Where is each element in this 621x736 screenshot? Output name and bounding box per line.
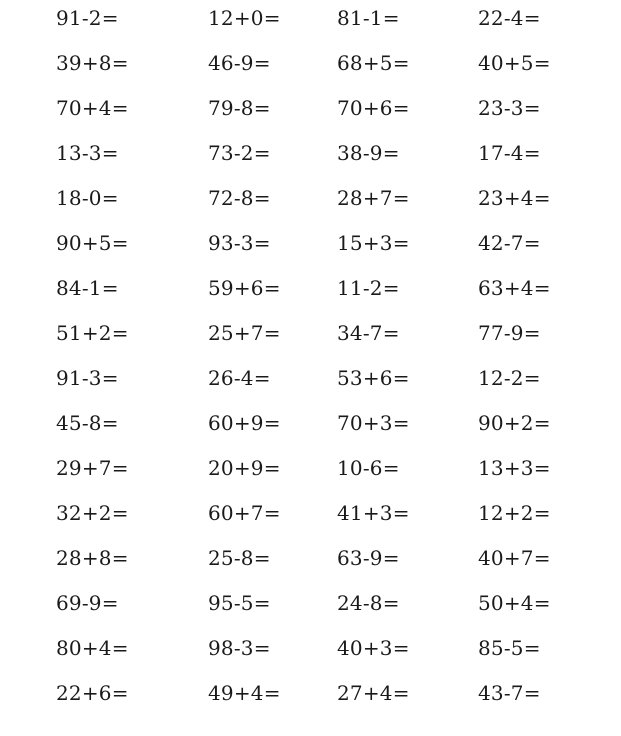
arithmetic-problem: 63-9= [337, 546, 400, 570]
arithmetic-problem: 53+6= [337, 366, 410, 390]
arithmetic-problem: 41+3= [337, 501, 410, 525]
problem-row [0, 276, 621, 321]
arithmetic-problem: 38-9= [337, 141, 400, 165]
arithmetic-problem: 39+8= [56, 51, 129, 75]
problem-row [0, 186, 621, 231]
arithmetic-problem: 51+2= [56, 321, 129, 345]
arithmetic-problem: 27+4= [337, 681, 410, 705]
arithmetic-problem: 50+4= [478, 591, 551, 615]
arithmetic-problem: 90+2= [478, 411, 551, 435]
arithmetic-problem: 79-8= [208, 96, 271, 120]
arithmetic-problem: 70+3= [337, 411, 410, 435]
arithmetic-problem: 59+6= [208, 276, 281, 300]
arithmetic-problem: 34-7= [337, 321, 400, 345]
arithmetic-problem: 40+5= [478, 51, 551, 75]
arithmetic-problem: 22+6= [56, 681, 129, 705]
arithmetic-problem: 70+6= [337, 96, 410, 120]
problem-row [0, 591, 621, 636]
arithmetic-problem: 68+5= [337, 51, 410, 75]
arithmetic-problem: 25-8= [208, 546, 271, 570]
arithmetic-problem: 23-3= [478, 96, 541, 120]
arithmetic-problem: 12+2= [478, 501, 551, 525]
arithmetic-problem: 69-9= [56, 591, 119, 615]
problem-row [0, 321, 621, 366]
problem-row [0, 681, 621, 726]
arithmetic-problem: 80+4= [56, 636, 129, 660]
problem-row [0, 411, 621, 456]
arithmetic-problem: 25+7= [208, 321, 281, 345]
arithmetic-problem: 17-4= [478, 141, 541, 165]
arithmetic-problem: 63+4= [478, 276, 551, 300]
arithmetic-problem: 20+9= [208, 456, 281, 480]
arithmetic-problem: 60+7= [208, 501, 281, 525]
arithmetic-problem: 42-7= [478, 231, 541, 255]
arithmetic-problem: 98-3= [208, 636, 271, 660]
arithmetic-problem: 23+4= [478, 186, 551, 210]
arithmetic-problem: 77-9= [478, 321, 541, 345]
arithmetic-problem: 60+9= [208, 411, 281, 435]
problem-row [0, 51, 621, 96]
problem-row [0, 141, 621, 186]
arithmetic-problem: 13-3= [56, 141, 119, 165]
arithmetic-problem: 22-4= [478, 6, 541, 30]
problem-row [0, 231, 621, 276]
problem-row [0, 501, 621, 546]
problem-row [0, 6, 621, 51]
arithmetic-problem: 10-6= [337, 456, 400, 480]
arithmetic-problem: 28+7= [337, 186, 410, 210]
arithmetic-problem: 93-3= [208, 231, 271, 255]
arithmetic-problem: 32+2= [56, 501, 129, 525]
arithmetic-problem: 24-8= [337, 591, 400, 615]
arithmetic-problem: 49+4= [208, 681, 281, 705]
arithmetic-problem: 26-4= [208, 366, 271, 390]
arithmetic-problem: 84-1= [56, 276, 119, 300]
arithmetic-problem: 90+5= [56, 231, 129, 255]
arithmetic-problem: 45-8= [56, 411, 119, 435]
arithmetic-problem: 91-2= [56, 6, 119, 30]
arithmetic-problem: 18-0= [56, 186, 119, 210]
arithmetic-problem: 85-5= [478, 636, 541, 660]
arithmetic-problem: 12+0= [208, 6, 281, 30]
problem-row [0, 366, 621, 411]
arithmetic-problem: 91-3= [56, 366, 119, 390]
arithmetic-problem: 72-8= [208, 186, 271, 210]
arithmetic-problem: 28+8= [56, 546, 129, 570]
arithmetic-problem: 46-9= [208, 51, 271, 75]
arithmetic-problem: 70+4= [56, 96, 129, 120]
arithmetic-problem: 43-7= [478, 681, 541, 705]
problem-row [0, 546, 621, 591]
problem-row [0, 636, 621, 681]
arithmetic-problem: 11-2= [337, 276, 400, 300]
arithmetic-problem: 73-2= [208, 141, 271, 165]
arithmetic-problem: 12-2= [478, 366, 541, 390]
arithmetic-problem: 13+3= [478, 456, 551, 480]
arithmetic-problem: 95-5= [208, 591, 271, 615]
problem-row [0, 96, 621, 141]
arithmetic-problem: 40+7= [478, 546, 551, 570]
arithmetic-problem: 40+3= [337, 636, 410, 660]
problem-row [0, 456, 621, 501]
arithmetic-problem: 81-1= [337, 6, 400, 30]
arithmetic-problem: 15+3= [337, 231, 410, 255]
arithmetic-problem: 29+7= [56, 456, 129, 480]
